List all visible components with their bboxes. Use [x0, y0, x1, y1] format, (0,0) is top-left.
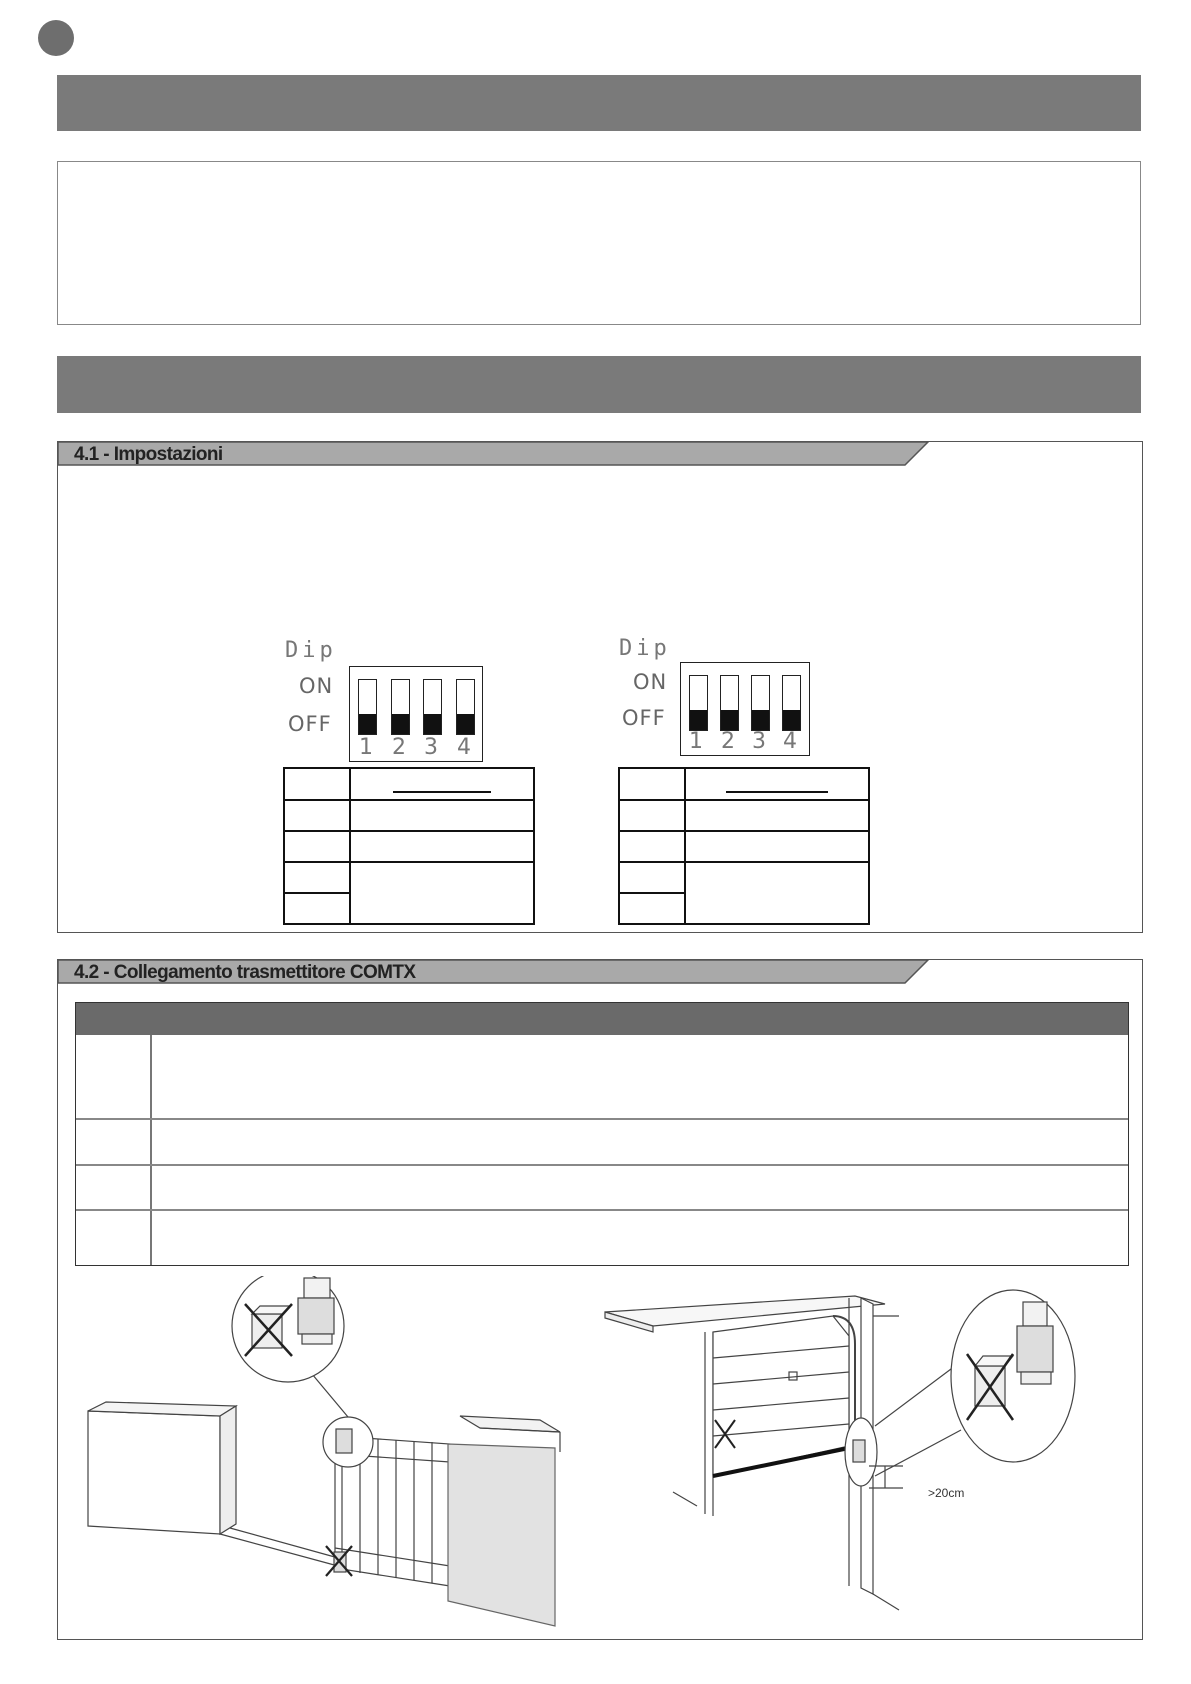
settings-table-right [618, 767, 870, 925]
header-bar-top [57, 75, 1141, 131]
table-cell [685, 831, 869, 862]
table-cell [284, 831, 350, 862]
dip-number-1: 1 [689, 729, 703, 754]
dip-switch-3 [423, 679, 442, 735]
dip-switch-1 [689, 675, 708, 731]
dip-number-3: 3 [424, 735, 438, 760]
dip-number-1: 1 [359, 735, 373, 760]
dip-on-label: ON [299, 674, 334, 698]
dip-switch-4 [782, 675, 801, 731]
sliding-gate-illustration [80, 1276, 570, 1636]
table-cell [619, 800, 685, 831]
table-cell [619, 893, 685, 924]
dip-switch-right [617, 634, 837, 760]
dip-off-label: OFF [288, 712, 332, 736]
table-cell [619, 768, 685, 800]
table-cell [685, 862, 869, 924]
column-divider [150, 1035, 152, 1265]
table-cell [284, 862, 350, 893]
row-divider [76, 1118, 1128, 1120]
dip-heading: Dip [619, 636, 671, 661]
row-divider [76, 1209, 1128, 1211]
table-cell [619, 831, 685, 862]
section-title-collegamento: 4.2 - Collegamento trasmettitore COMTX [74, 962, 416, 983]
dip-switch-3 [751, 675, 770, 731]
dip-switch-2 [720, 675, 739, 731]
table-cell [284, 800, 350, 831]
dip-number-3: 3 [752, 729, 766, 754]
table-cell [350, 862, 534, 924]
dip-switch-left [283, 636, 503, 762]
table-cell [685, 800, 869, 831]
garage-door-illustration [603, 1276, 1083, 1632]
dip-switch-block [680, 662, 810, 756]
table-cell [350, 800, 534, 831]
dip-heading: Dip [285, 638, 337, 663]
dip-switch-4 [456, 679, 475, 735]
clearance-label: >20cm [928, 1486, 965, 1500]
dip-off-label: OFF [622, 706, 666, 730]
dip-number-4: 4 [457, 735, 471, 760]
table-cell [350, 831, 534, 862]
instruction-table-header [76, 1003, 1128, 1035]
dip-number-2: 2 [721, 729, 735, 754]
dip-number-4: 4 [783, 729, 797, 754]
dip-number-2: 2 [392, 735, 406, 760]
dip-switch-1 [358, 679, 377, 735]
header-bar-section-4 [57, 356, 1141, 413]
section-impostazioni [57, 441, 1143, 933]
dip-switch-2 [391, 679, 410, 735]
table-cell [685, 768, 869, 800]
row-divider [76, 1164, 1128, 1166]
table-cell [284, 893, 350, 924]
page-marker-dot [38, 20, 74, 56]
table-cell [350, 768, 534, 800]
table-cell [619, 862, 685, 893]
dip-switch-block [349, 666, 483, 762]
section-title-impostazioni: 4.1 - Impostazioni [74, 444, 223, 465]
instruction-table [75, 1002, 1129, 1266]
table-cell [284, 768, 350, 800]
section-tab-collegamento-text [58, 960, 918, 982]
intro-text-box [57, 161, 1141, 325]
section-tab-impostazioni-text [58, 442, 918, 464]
settings-table-left [283, 767, 535, 925]
dip-on-label: ON [633, 670, 668, 694]
